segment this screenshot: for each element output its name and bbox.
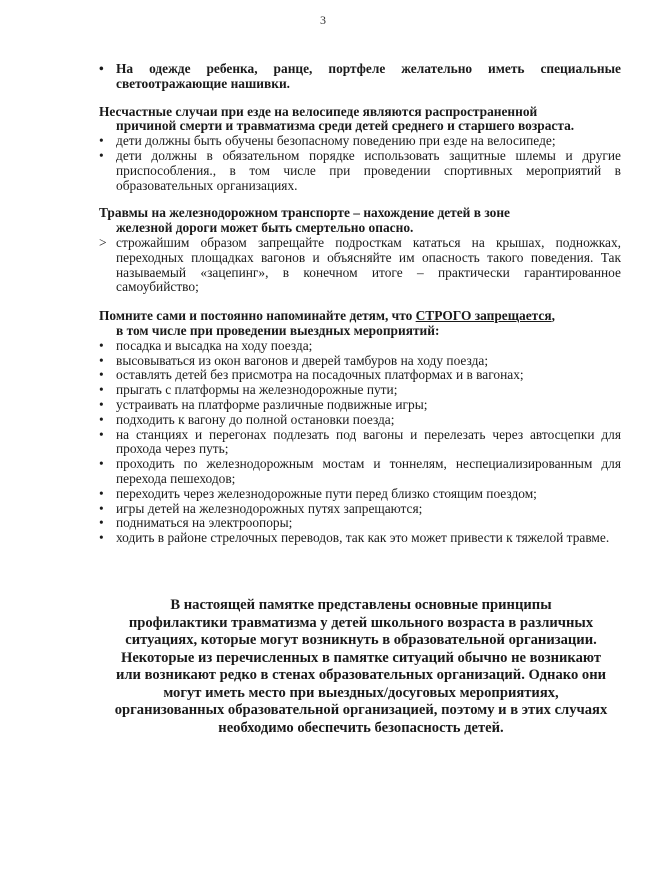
list-item-text: строжайшим образом запрещайте подросткам кататься на крышах, подножках, переходных площадках вагонов и объясняйте им опасность такого поведения. Так называемый «зацепинг», в конечном итоге – практически гарантированное самоубийство; <box>116 234 621 295</box>
railway-heading-line1: Травмы на железнодорожном транспорте – нахождение детей в зоне <box>99 205 510 221</box>
prohibitions-section <box>99 309 621 546</box>
list-item-text: посадка и высадка на ходу поезда; <box>116 337 313 353</box>
prohibitions-heading-line1 <box>99 309 621 324</box>
list-item <box>99 413 621 428</box>
bicycle-heading <box>99 105 621 135</box>
list-item <box>99 134 621 149</box>
list-item-text: ходить в районе стрелочных переводов, так как это может привести к тяжелой травме. <box>116 530 610 546</box>
list-item <box>99 516 621 531</box>
bicycle-heading-line1: Несчастные случаи при езде на велосипеде являются распространенной <box>99 103 538 119</box>
summary-line: организованных образовательной организацией, поэтому и в этих случаях <box>114 702 608 718</box>
bullet-marker: • <box>99 382 104 398</box>
prohibitions-list <box>99 339 621 546</box>
list-item-text: устраивать на платформе различные подвижные игры; <box>116 396 428 412</box>
bullet-marker: • <box>99 411 104 427</box>
prohibitions-heading-rest: в том числе при проведении выездных мероприятий: <box>116 322 440 338</box>
list-item-text: игры детей на железнодорожных путях запрещаются; <box>116 500 423 516</box>
document-body <box>99 62 621 546</box>
bicycle-section <box>99 105 621 194</box>
list-item <box>99 354 621 369</box>
bullet-marker: • <box>99 337 104 353</box>
list-item <box>99 428 621 458</box>
summary-line: или возникают редко в стенах образовательных организаций. Однако они <box>115 667 607 683</box>
railway-heading <box>99 206 621 236</box>
bullet-marker: • <box>99 456 104 472</box>
list-item-text: переходить через железнодорожные пути перед близко стоящим поездом; <box>116 485 537 501</box>
list-item <box>99 149 621 193</box>
bullet-marker: • <box>99 147 104 163</box>
list-item-text: подниматься на электроопоры; <box>116 515 293 531</box>
summary-line: ситуациях, которые могут возникнуть в образовательной организации. <box>125 632 597 648</box>
summary-line: необходимо обеспечить безопасность детей. <box>218 719 504 736</box>
list-item <box>99 383 621 398</box>
list-item <box>99 339 621 354</box>
page-number: 3 <box>320 13 326 27</box>
bullet-marker: • <box>99 500 104 516</box>
list-item-text: дети должны быть обучены безопасному поведению при езде на велосипеде; <box>116 133 556 149</box>
summary-line: могут иметь место при выездных/досуговых мероприятиях, <box>163 684 559 701</box>
strictly-prohibited-emphasis: СТРОГО запрещается <box>415 308 552 324</box>
bullet-marker: • <box>99 352 104 368</box>
bullet-marker: • <box>99 133 104 149</box>
list-item <box>99 236 621 295</box>
arrow-marker: > <box>99 234 107 250</box>
list-item-text: оставлять детей без присмотра на посадочных платформах и в вагонах; <box>116 367 524 383</box>
list-item-text: подходить к вагону до полной остановки поезда; <box>116 411 395 427</box>
summary-paragraph <box>95 597 627 737</box>
bullet-marker: • <box>99 485 104 501</box>
list-item-text: дети должны в обязательном порядке использовать защитные шлемы и другие приспособления., в том числе при проведении спортивных мероприятий в образовательных организациях. <box>116 147 621 193</box>
list-item-text: проходить по железнодорожным мостам и тоннелям, неспециализированным для перехода пешеходов; <box>116 456 621 486</box>
list-item <box>99 368 621 383</box>
list-item-text: высовываться из окон вагонов и дверей тамбуров на ходу поезда; <box>116 352 489 368</box>
summary-line: В настоящей памятке представлены основные принципы <box>170 597 552 613</box>
list-item <box>99 457 621 487</box>
railway-heading-rest: железной дороги может быть смертельно опасно. <box>116 220 414 236</box>
list-item <box>99 398 621 413</box>
list-item-text: прыгать с платформы на железнодорожные пути; <box>116 382 398 398</box>
bullet-marker: • <box>99 61 104 76</box>
bullet-marker: • <box>99 396 104 412</box>
bullet-marker: • <box>99 530 104 546</box>
bullet-marker: • <box>99 426 104 442</box>
list-item <box>99 502 621 517</box>
prohibitions-heading-suffix: , <box>551 308 555 324</box>
railway-section <box>99 206 621 295</box>
bullet-marker: • <box>99 367 104 383</box>
summary-line: профилактики травматизма у детей школьного возраста в различных <box>128 614 594 631</box>
list-item-text: на станциях и перегонах подлезать под вагоны и перелезать через автосцепки для прохода через путь; <box>116 426 621 457</box>
prohibitions-heading <box>99 309 621 339</box>
summary-line: Некоторые из перечисленных в памятке ситуаций обычно не возникают <box>120 649 602 666</box>
summary-lines <box>95 597 627 737</box>
prohibitions-heading-prefix: Помните сами и постоянно напоминайте детям, что <box>99 308 416 324</box>
list-item <box>99 487 621 502</box>
reflective-patches-text: На одежде ребенка, ранце, портфеле желательно иметь специальные светоотражающие нашивки. <box>116 61 621 91</box>
bullet-marker: • <box>99 515 104 531</box>
list-item <box>99 531 621 546</box>
bicycle-heading-rest: причиной смерти и травматизма среди детей среднего и старшего возраста. <box>116 118 575 134</box>
reflective-patches-item <box>99 62 621 92</box>
